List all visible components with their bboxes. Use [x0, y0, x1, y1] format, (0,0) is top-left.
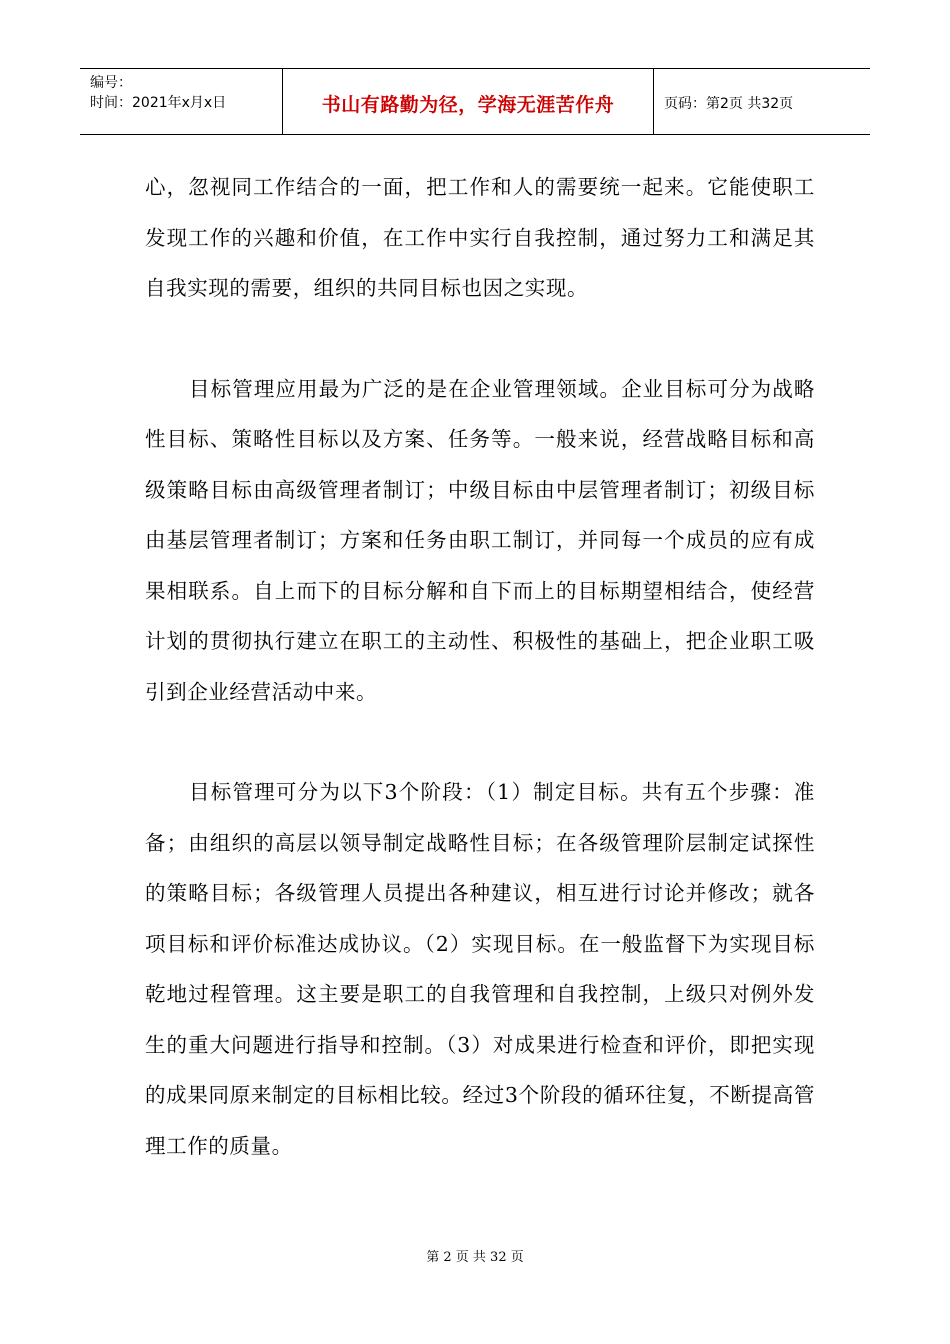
document-number-label: 编号： [90, 75, 132, 91]
header-motto-cell [283, 69, 654, 134]
body-paragraph-1: 心，忽视同工作结合的一面，把工作和人的需要统一起来。它能使职工发现工作的兴趣和价值，在工作中实行自我控制，通过努力工和满足其自我实现的需要，组织的共同目标也因之实现。 [145, 175, 815, 300]
header-motto: 书山有路勤为径，学海无涯苦作舟 [321, 94, 615, 116]
page-footer: 第 2 页 共 32 页 [426, 1250, 524, 1265]
body-paragraph-3: 目标管理可分为以下3个阶段：（1）制定目标。共有五个步骤：准备；由组织的高层以领导制定战略性目标；在各级管理阶层制定试探性的策略目标；各级管理人员提出各种建议，相互进行讨论并修改；就各项目标和评价标准达成协议。（2）实现目标。在一般监督下为实现目标乾地过程管理。这主要是职工的自我管理和自我控制，上级只对例外发生的重大问题进行指导和控制。（3）对成果进行检查和评价，即把实现的成果同原来制定的目标相比较。经过3个阶段的循环往复，不断提高管理工作的质量。 [145, 780, 815, 1158]
header-page-number: 页码：第2页 共32页 [664, 95, 794, 112]
document-date-label: 时间：2021年x月x日 [90, 95, 227, 111]
header-page-cell [654, 69, 870, 134]
body-paragraph-2: 目标管理应用最为广泛的是在企业管理领域。企业目标可分为战略性目标、策略性目标以及方案、任务等。一般来说，经营战略目标和高级策略目标由高级管理者制订；中级目标由中层管理者制订；初级目标由基层管理者制订；方案和任务由职工制订，并同每一个成员的应有成果相联系。自上而下的目标分解和自下而上的目标期望相结合，使经营计划的贯彻执行建立在职工的主动性、积极性的基础上，把企业职工吸引到企业经营活动中来。 [145, 376, 815, 704]
document-body [145, 162, 815, 1171]
header-meta-cell [80, 69, 283, 134]
page-header [80, 68, 870, 135]
